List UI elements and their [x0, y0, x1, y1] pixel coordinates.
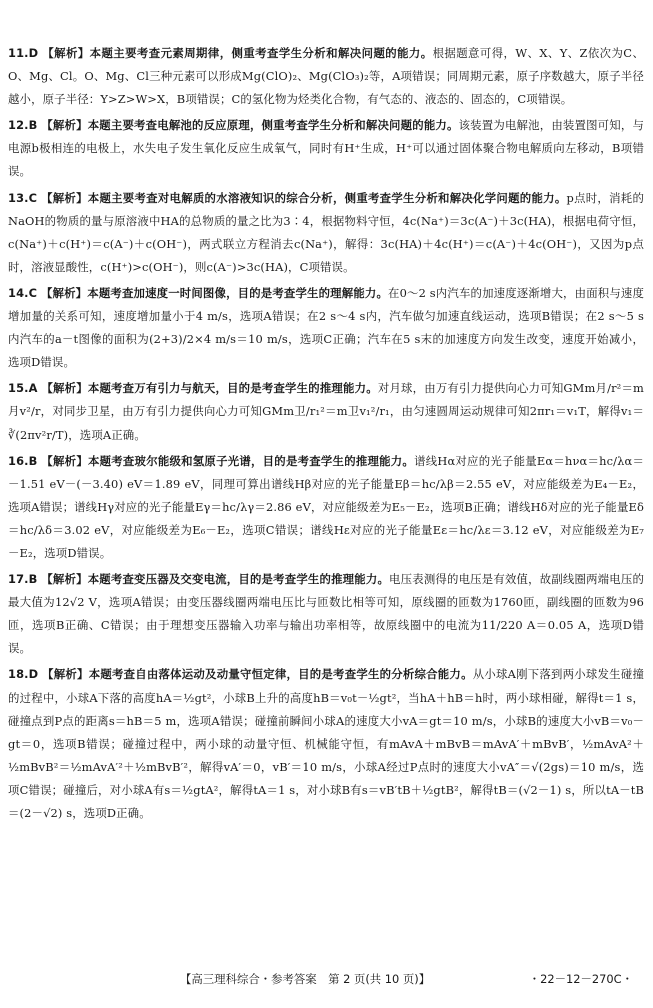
item-body: 电压表测得的电压是有效值，故副线圈两端电压的最大值为12√2 V，选项A错误；由变压器线圈两端电压比与匝数比相等可知，原线圈的匝数为1760匝，副线圈的匝数为96匝，选项B正确、C错误；由于理想变压器输入功率与输出功率相等，故原线圈中的电流为11/220 A＝0.05 A，选项D错误。 [8, 572, 644, 656]
item-number: 11. [8, 46, 29, 60]
item-lead: 本题主要考查电解池的反应原理，侧重考查学生分析和解决问题的能力。 [87, 118, 459, 133]
footer-code: ・22－12－270C・ [528, 972, 633, 986]
item-answer: C [28, 190, 38, 205]
item-number: 18. [8, 667, 29, 682]
page-footer [0, 968, 653, 990]
answer-item-11 [8, 42, 644, 111]
item-number: 16. [8, 453, 29, 468]
item-body: 在0～2 s内汽车的加速度逐渐增大，由面积与速度增加量的关系可知，速度增加量小于4 m/s，选项A错误；在2 s～4 s内，汽车做匀加速直线运动，选项B错误；在2 s～5 s内汽车的a－t图像的面积为(2+3)/2×4 m/s＝10 m/s，选项C正确；汽车在5 s末的加速度方向发生改变，速度开始减小，选项D错误。 [8, 285, 645, 370]
item-lead: 本题考查自由落体运动及动量守恒定律，目的是考查学生的分析综合能力。 [88, 667, 473, 682]
item-answer: B [28, 453, 38, 468]
item-answer: A [28, 381, 38, 396]
analysis-tag: 【解析】 [41, 190, 88, 205]
item-number: 17. [8, 572, 29, 587]
analysis-tag: 【解析】 [41, 453, 88, 468]
analysis-tag: 【解析】 [40, 285, 88, 300]
answer-item-17 [8, 568, 644, 660]
item-lead: 本题考查变压器及交变电流，目的是考查学生的推理能力。 [87, 572, 390, 587]
analysis-tag: 【解析】 [42, 667, 89, 682]
item-body: 谱线Hα对应的光子能量Eα＝hνα＝hc/λα＝－1.51 eV－(－3.40) eV＝1.89 eV，同理可算出谱线Hβ对应的光子能量Eβ＝hc/λβ＝2.55 eV，对应能级差为E₄－E₂，选项A错误；谱线Hγ对应的光子能量Eγ＝hc/λγ＝2.86 eV，对应能级差为E₅－E₂，选项B正确；谱线Hδ对应的光子能量Eδ＝hc/λδ＝3.02 eV，对应能级差为E₆－E₂，选项C错误；谱线Hε对应的光子能量Eε＝hc/λε＝3.12 eV，对应能级差为E₇－E₂，选项D错误。 [8, 453, 645, 560]
item-number: 14. [8, 285, 29, 300]
item-body: 从小球A刚下落到两小球发生碰撞的过程中，小球A下落的高度hA＝½gt²，小球B上升的高度hB＝v₀t－½gt²，当hA＋hB＝h时，两小球相碰，解得t＝1 s，碰撞点到P点的距离s＝hB＝5 m，选项A错误；碰撞前瞬间小球A的速度大小vA＝gt＝10 m/s，小球B的速度大小vB＝v₀－gt＝0，选项B错误；碰撞过程中，两小球的动量守恒、机械能守恒，有mAvA＋mBvB＝mAvA′＋mBvB′，½mAvA²＋½mBvB²＝½mAvA′²＋½mBvB′²，解得vA′＝0，vB′＝10 m/s，小球A经过P点时的速度大小vA″＝√(2gs)＝10 m/s，选项C错误；碰撞后，对小球A有s＝½gtA²，解得tA＝1 s，对小球B有s＝vB′tB＋½gtB²，解得tB＝(√2－1) s，所以tA－tB＝(2－√2) s，选项D正确。 [8, 667, 644, 820]
analysis-tag: 【解析】 [41, 381, 88, 396]
item-lead: 本题考查玻尔能级和氢原子光谱，目的是考查学生的推理能力。 [87, 453, 415, 468]
item-lead: 本题主要考查对电解质的水溶液知识的综合分析，侧重考查学生分析和解决化学问题的能力。 [87, 190, 567, 205]
analysis-tag: 【解析】 [41, 118, 88, 133]
item-answer: D [28, 667, 39, 682]
footer-title: 【高三理科综合・参考答案 第 2 页(共 10 页)】 [180, 972, 431, 986]
analysis-tag: 【解析】 [42, 46, 90, 60]
item-body: 该装置为电解池，由装置图可知，与电源b极相连的电极上，水失电子发生氧化反应生成氧气，同时有H⁺生成，H⁺可以通过固体聚合物电解质向左移动，B项错误。 [8, 118, 644, 179]
item-body: 对月球，由万有引力提供向心力可知GMm月/r²＝m月v²/r，对同步卫星，由万有引力提供向心力可知GMm卫/r₁²＝m卫v₁²/r₁，由匀速圆周运动规律可知2πr₁＝v₁T，解得v₁＝∛(2πv²r/T)，选项A正确。 [8, 381, 645, 442]
answer-item-14 [8, 282, 644, 374]
item-lead: 本题考查加速度一时间图像，目的是考查学生的理解能力。 [87, 285, 389, 300]
answer-list [8, 42, 644, 828]
analysis-tag: 【解析】 [41, 572, 88, 587]
item-answer: B [28, 572, 38, 587]
item-number: 15. [8, 381, 29, 396]
item-answer: D [28, 46, 39, 60]
item-lead: 本题考查万有引力与航天，目的是考查学生的推理能力。 [87, 381, 378, 396]
item-answer: C [28, 285, 38, 300]
item-number: 12. [8, 118, 29, 133]
answer-item-16 [8, 450, 644, 565]
item-lead: 本题主要考查元素周期律，侧重考查学生分析和解决问题的能力。 [89, 46, 433, 60]
answer-item-15 [8, 377, 644, 446]
answer-item-18 [8, 663, 644, 825]
answer-item-13 [8, 187, 644, 279]
item-number: 13. [8, 190, 29, 205]
item-body: p点时，消耗的NaOH的物质的量与原溶液中HA的总物质的量之比为3∶4，根据物料守恒，4c(Na⁺)＝3c(A⁻)＋3c(HA)，根据电荷守恒，c(Na⁺)＋c(H⁺)＝c(A⁻)＋c(OH⁻)，两式联立方程消去c(Na⁺)，解得：3c(HA)＋4c(H⁺)＝c(A⁻)＋4c(OH⁻)，又因为p点时，溶液显酸性，c(H⁺)>c(OH⁻)，则c(A⁻)>3c(HA)，C项错误。 [8, 190, 644, 274]
item-answer: B [28, 118, 38, 133]
answer-item-12 [8, 114, 644, 183]
item-body: 根据题意可得，W、X、Y、Z依次为C、O、Mg、Cl。O、Mg、Cl三种元素可以形成Mg(ClO)₂、Mg(ClO₃)₂等，A项错误；同周期元素，原子序数越大，原子半径越小，原子半径：Y>Z>W>X，B项错误；C的氢化物为烃类化合物，有气态的、液态的、固态的，C项错误。 [8, 46, 644, 107]
